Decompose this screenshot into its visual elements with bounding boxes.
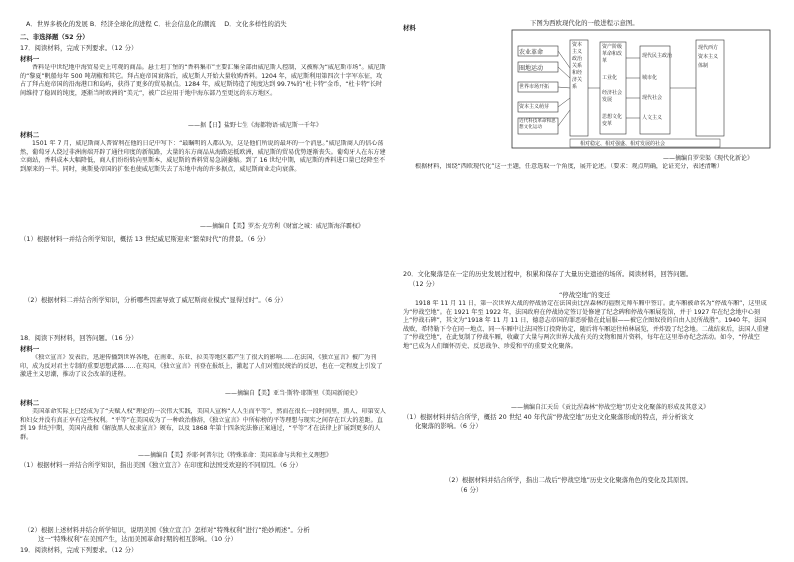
diagram-left-box-5: 近代科技革命和思想文化运动 <box>519 119 556 130</box>
diagram-right-box-4: 人文主义 <box>642 115 663 121</box>
q17-material2-source: ——摘编自【美】罗杰·克劳利《财富之城：威尼斯海洋霸权》 <box>200 223 364 230</box>
q20-question2-line1: （2）根据材料并结合所学，指出二战后“停战空地”历史文化聚落角色的变化及其原因。 <box>445 476 693 484</box>
q17-material1-source: ——据【日】盐野七生《海都物语·威尼斯一千年》 <box>188 122 322 129</box>
q18-question2-line2: 这一“特殊权利”在美国产生，达而美国革命时期的相互影响。（10 分） <box>38 535 237 543</box>
q19-title: 19．阅读材料，完成下列要求。（12 分） <box>20 546 138 554</box>
diagram-left-box-4: 资本主义萌芽 <box>519 104 550 110</box>
q19-material-label: 材料 <box>403 24 416 32</box>
q20-material-heading: “停战空地”的变迁 <box>559 291 611 299</box>
q18-question1: （1）根据材料一并结合所学知识，指出美国《独立宣言》在印度和法国受欢迎的不同原因。（6 分） <box>20 461 302 469</box>
diagram-center-box: 资本主义政治关系和经济关系 <box>572 42 583 90</box>
diagram-left-box-1: 农业革命 <box>519 49 544 56</box>
modernization-diagram <box>510 18 772 152</box>
q18-title: 18．阅读下列材料，回答问题。（16 分） <box>20 334 138 342</box>
q17-question1: （1）根据材料一并结合所学知识，概括 13 世纪威尼斯迎来“繁荣时代”的背景。（6 分） <box>20 235 270 243</box>
q17-material1-text: 香料是中世纪地中海贸易史上可观的商品。悬士坦丁堡的“香料集市”主要汇集全部由威尼斯人控制，又被称为“威尼斯市场”。威尼斯的“黎夏”帆船每年 500 吨胡椒和其它。拜占庭帝国衰落后，威尼斯人开始大量收购香料。1204 年，威尼斯利用第四次十字军东征，攻占了拜占庭帝国的沿海港口和岛屿，获得了更多的贸易据点。1284 年，威尼斯铸造了纯度达到 99.7%的“杜卡特”金币，“杜卡特”长时间维持了稳固的纯度，逐渐当时欧洲的“美元”，被广泛应用于地中海东部乃至更远的东方地区。 <box>20 64 386 97</box>
q17-material2-text: 1501 年 7 月，威尼斯商人普留利在他的日记中写下：“最瞩明的人都认为，这是他们所说的最坏的一个消息。”威尼斯商人的信心荡然，葡萄牙人绕过非洲南端开辟了通往印度的新航路，大量的东方商品从海路运抵欧洲，威尼斯的贸易优势逐渐丧失。葡萄牙人在东方建立商站，香料成本大幅降低，商人们纷纷转向里斯本，威尼斯的香料贸易急剧萎缩。到了 16 世纪中期，威尼斯的香料进口量已经降至不到原来的一半。同时，奥斯曼帝国的扩张也使威尼斯失去了东地中海的许多据点，威尼斯商业走向衰落。 <box>20 140 386 173</box>
q17-question2: （2）根据材料二并结合所学知识，分析哪些因素导致了威尼斯商业模式“显得过时”。（6 分） <box>24 296 287 304</box>
diagram-right-box-3: 现代社会 <box>642 95 663 101</box>
q18-material2-label: 材料二 <box>20 399 40 407</box>
q20-title: 20．文化聚落是在一定的历史发展过程中，积累和保存了大量历史遗迹的场所。阅读材料，回答问题。 <box>403 270 693 278</box>
diagram-mid-box-2: 工业化 <box>602 75 618 81</box>
choice-options-line: A．世界多极化的发展 B．经济全球化的进程 C．社会信息化的潮流 D．文化多样性的消失 <box>26 20 287 28</box>
q20-question1-line1: （1）根据材料并结合所学，概括 20 世纪 40 年代前“停战空地”历史文化聚落形成的特点，并分析该文 <box>403 413 694 421</box>
diagram-bottom-box: 相对稳定、相对强盛、相对发展的社会 <box>580 141 666 147</box>
q18-material2-source: ——摘编自【美】乔耶·阿普尔比《特殊革命：美国革命与共和主义理想》 <box>138 452 332 459</box>
q18-material1-source: ——摘编自【美】亚当·斯特·耶斯里《美国新闻史》 <box>225 390 361 397</box>
q17-title: 17．阅读材料，完成下列要求。（12 分） <box>20 44 138 52</box>
diagram-right-box-2: 城市化 <box>642 75 658 81</box>
diagram-source: ——摘编自罗荣渠《现代化新论》 <box>663 155 754 162</box>
diagram-title: 下图为西欧现代化的一般进程示意图。 <box>530 19 639 27</box>
diagram-right-box-1: 现代民主政治 <box>642 53 673 59</box>
q17-material1-label: 材料一 <box>20 55 40 63</box>
q20-question2-line2: （6 分） <box>457 486 483 494</box>
diagram-left-box-2: 圈地运动 <box>519 65 544 72</box>
q18-material2-text: 美国革命实际上已经成为了“天赋人权”理论的一次伟大实践，美国人宣称“人人生而平等”，然而在很长一段时间里，黑人、印第安人和妇女并没有真正享有这些权利。“平等”在美国成为了一种政治修辞，《独立宣言》中所标榜的平等理想与现实之间存在巨大的差距。直到 19 世纪中期，美国内战和《解放黑人奴隶宣言》颁布，以及 1868 年第十四条宪法修正案通过，“平等”才在法律上扩展到更多的人群。 <box>20 408 386 441</box>
q18-question2-line1: （2）根据上述材料并结合所学知识，说明美国《独立宣言》怎样对“特殊权利”进行“绝妙阐述”。分析 <box>24 526 310 534</box>
q20-score: （12 分） <box>409 280 439 288</box>
q18-material1-text: 《独立宣言》发表后，迅速传播到世界各地，在南亚、东亚、拉美等地区都产生了很大的影响……在法国，《独立宣言》被广为刊印，成为反对君主专制的重要思想武器……在英国，《独立宣言》刊登在报纸上，激起了人们对殖民统治的反思，也在一定程度上引发了激进主义思潮，推动了议会改革的进程。 <box>20 354 383 379</box>
q20-question1-line2: 化聚落的影响。（6 分） <box>415 422 482 430</box>
section-title: 二、非选择题（52 分） <box>20 33 89 41</box>
q18-material1-label: 材料一 <box>20 345 40 353</box>
diagram-mid-box-4: 思想文化变革 <box>602 114 623 127</box>
q19-question: 根据材料，围绕“西欧现代化”这一主题，任意选取一个角度，展开论述。（要求：观点明确，论证充分，表述清晰） <box>415 163 723 170</box>
diagram-mid-box-1: 资产阶级革命和改革 <box>602 44 623 64</box>
diagram-mid-box-3: 经济社会发展 <box>602 90 623 103</box>
diagram-left-box-3: 世界市场开拓 <box>519 84 550 90</box>
q20-material-source: ——摘编自江天岳《贡比涅森林“停战空地”历史文化聚落的形成及其意义》 <box>511 404 710 411</box>
q17-material2-label: 材料二 <box>20 131 40 139</box>
diagram-frame <box>510 18 772 152</box>
diagram-far-right-box: 现代西方资本主义体制 <box>698 45 719 69</box>
q20-material-text: 1918 年 11 月 11 日，第一次世界大战的停战协定在法国贡比涅森林的福煦元帅车厢中签订。此车厢被命名为“停战车厢”，这里成为“停战空地”。在 1921 年至 1922 年，法国政府在停战协定签订处修建了纪念碑和停战车厢展览馆，并于 1927 年在纪念地中心刻上“停战石碑”，其文为“1918 年 11 月 11 日，德意志帝国的罪恶骄傲在此屈服——被它企图奴役的自由人民所战胜”。1940 年，法国战败，希特勒下令在同一地点、同一车厢中让法国签订投降协定，随后将车厢运往柏林展览，并炸毁了纪念地。二战结束后，法国人重建了“停战空地”，在此复制了停战车厢，收藏了大量与两次世界大战有关的文物和图片资料，每年在这里举办纪念活动。如今，“停战空地”已成为人们缅怀历史、反思战争、珍爱和平的重要文化聚落。 <box>403 300 769 350</box>
